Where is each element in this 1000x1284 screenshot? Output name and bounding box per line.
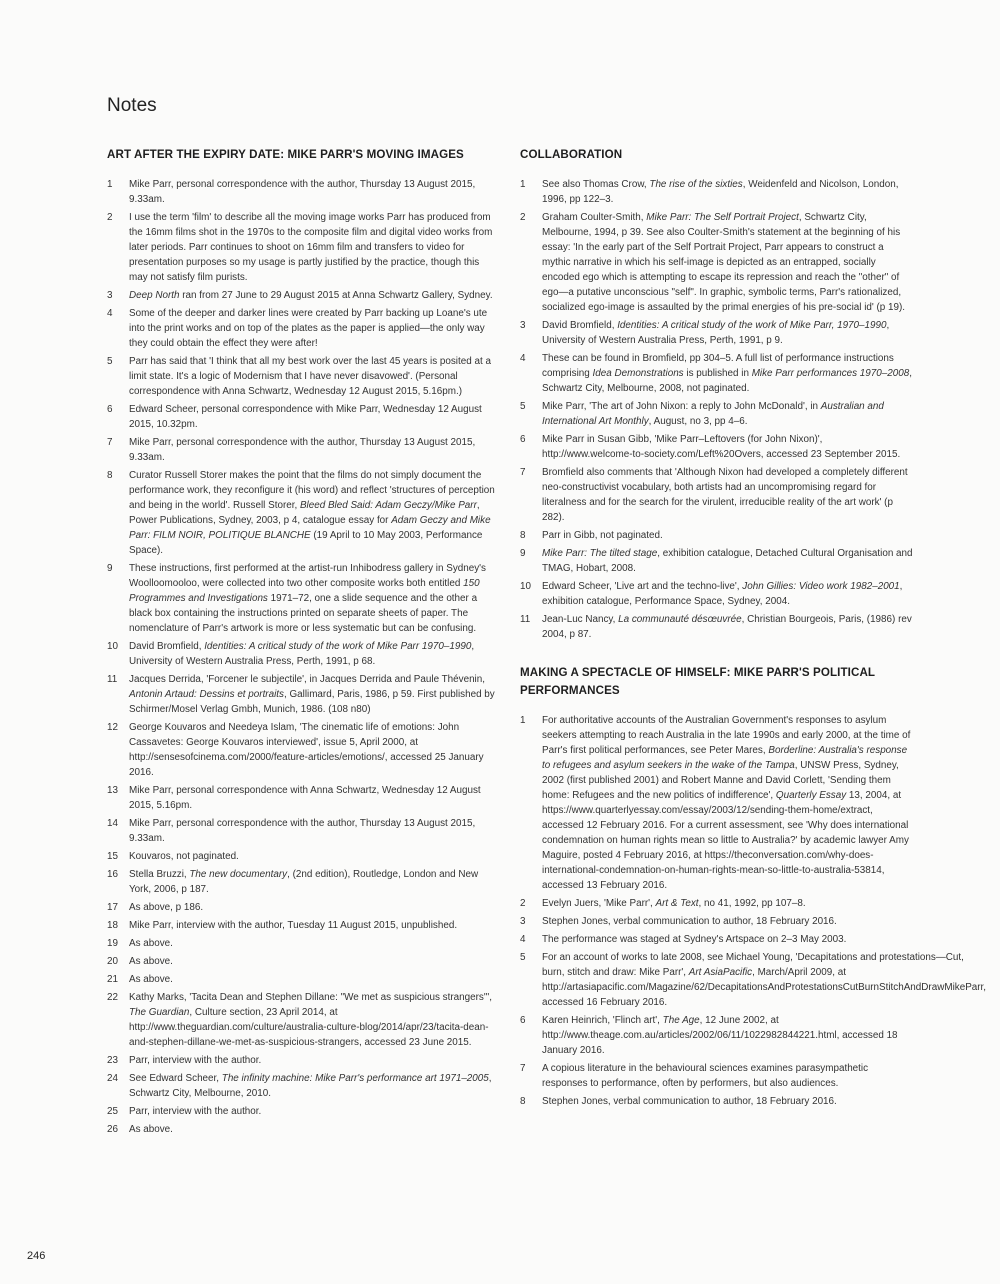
note-text: Parr, interview with the author. [129, 1106, 262, 1117]
note-text: Jacques Derrida, 'Forcener le subjectile', in Jacques Derrida and Paule Thévenin, Antonin Artaud: Dessins et portraits, Gallimard, Paris, 1986, p 59. First published by Schirmer/Mosel Verlag Gmbh, Munich, 1986. (108 n80) [129, 674, 495, 715]
note-item [107, 990, 495, 1050]
note-text: Mike Parr, personal correspondence with the author, Thursday 13 August 2015, 9.33am. [129, 179, 476, 205]
note-number: 4 [520, 934, 526, 945]
note-text: A copious literature in the behavioural sciences examines parasympathetic responses to performance, often by performers, but also audiences. [542, 1063, 869, 1089]
note-item [107, 561, 495, 636]
note-number: 10 [520, 581, 531, 592]
note-text: For authoritative accounts of the Australian Government's responses to asylum seekers attempting to reach Australia in the late 1990s and early 2000, at the time of Parr's first political performances, see Peter Mares, Borderline: Australia's response to refugees and asylum seekers in the wake of the Tampa, UNSW Press, Sydney, 2002 (first published 2001) and Robert Manne and David Corlett, 'Sending them home: Refugees and the new politics of indifference', Quarterly Essay 13, 2004, at https://www.quarterlyessay.com/essay/2003/12/sending-them-home/extract, accessed 12 February 2016. For a current assessment, see 'Why does international condemnation on human rights mean so little to Australia?' by academic lawyer Amy Maguire, posted 4 February 2016, at https://theconversation.com/why-does-international-condemnation-on-human-rights-mean-so-little-to-australia-53814, accessed 13 February 2016. [542, 715, 911, 891]
note-text: Edward Scheer, personal correspondence with Mike Parr, Wednesday 12 August 2015, 10.32pm. [129, 404, 482, 430]
note-number: 19 [107, 938, 118, 949]
note-number: 9 [520, 548, 526, 559]
note-item [107, 1053, 495, 1068]
note-item [520, 528, 913, 543]
note-item [520, 1094, 913, 1109]
note-item [107, 720, 495, 780]
note-number: 16 [107, 869, 118, 880]
note-text: Parr in Gibb, not paginated. [542, 530, 663, 541]
note-text: Kouvaros, not paginated. [129, 851, 239, 862]
note-item [107, 1071, 495, 1101]
note-item [107, 435, 495, 465]
note-text: George Kouvaros and Needeya Islam, 'The cinematic life of emotions: John Cassavetes: George Kouvaros interviewed', issue 5, April 2000, at http://sensesofcinema.com/2000/feature-articles/emotions/, accessed 25 January 2016. [129, 722, 484, 778]
note-text: Parr, interview with the author. [129, 1055, 262, 1066]
note-text: Stephen Jones, verbal communication to author, 18 February 2016. [542, 916, 837, 927]
note-text: Some of the deeper and darker lines were created by Parr backing up Loane's ute into the print works and on top of the plates as the paper is applied—the only way they could obtain the effect they were after! [129, 308, 488, 349]
note-number: 8 [520, 1096, 526, 1107]
note-text: The performance was staged at Sydney's Artspace on 2–3 May 2003. [542, 934, 847, 945]
note-text: Bromfield also comments that 'Although Nixon had developed a completely different neo-constructivist vocabulary, both artists had an uncompromising regard for literalness and for the search for the virulent, irreducible reality of the art work' (p 282). [542, 467, 908, 523]
note-number: 1 [520, 179, 526, 190]
note-number: 24 [107, 1073, 118, 1084]
note-number: 1 [107, 179, 113, 190]
note-number: 11 [520, 614, 531, 625]
note-number: 4 [107, 308, 113, 319]
note-number: 5 [107, 356, 113, 367]
note-text: These can be found in Bromfield, pp 304–5. A full list of performance instructions comprising Idea Demonstrations is published in Mike Parr performances 1970–2008, Schwartz City, Melbourne, 2008, not paginated. [542, 353, 912, 394]
note-number: 12 [107, 722, 118, 733]
note-item [107, 900, 495, 915]
note-number: 9 [107, 563, 113, 574]
note-number: 3 [520, 916, 526, 927]
note-item [107, 468, 495, 558]
note-item [520, 896, 913, 911]
note-number: 2 [520, 212, 526, 223]
note-number: 10 [107, 641, 118, 652]
note-item [107, 306, 495, 351]
note-text: David Bromfield, Identities: A critical study of the work of Mike Parr 1970–1990, University of Western Australia Press, Perth, 1991, p 68. [129, 641, 475, 667]
note-number: 26 [107, 1124, 118, 1135]
note-item [520, 932, 913, 947]
note-item [107, 1122, 495, 1137]
note-number: 22 [107, 992, 118, 1003]
note-text: Mike Parr, 'The art of John Nixon: a reply to John McDonald', in Australian and International Art Monthly, August, no 3, pp 4–6. [542, 401, 884, 427]
note-text: Edward Scheer, 'Live art and the techno-live', John Gillies: Video work 1982–2001, exhibition catalogue, Performance Space, Sydney, 2004. [542, 581, 903, 607]
note-text: Mike Parr: The tilted stage, exhibition catalogue, Detached Cultural Organisation and TMAG, Hobart, 2008. [542, 548, 913, 574]
note-number: 14 [107, 818, 118, 829]
note-text: Mike Parr in Susan Gibb, 'Mike Parr–Leftovers (for John Nixon)', http://www.welcome-to-society.com/Left%20Overs, accessed 23 September 2015. [542, 434, 901, 460]
note-number: 7 [107, 437, 113, 448]
note-text: Stella Bruzzi, The new documentary, (2nd edition), Routledge, London and New York, 2006, p 187. [129, 869, 479, 895]
note-item [107, 177, 495, 207]
note-item [520, 1013, 913, 1058]
page-title: Notes [107, 95, 157, 116]
note-number: 1 [520, 715, 526, 726]
note-number: 4 [520, 353, 526, 364]
section-heading-making-a-spectacle: MAKING A SPECTACLE OF HIMSELF: MIKE PARR'S POLITICAL PERFORMANCES [520, 666, 875, 697]
note-number: 8 [107, 470, 113, 481]
note-item [520, 546, 913, 576]
note-text: See Edward Scheer, The infinity machine: Mike Parr's performance art 1971–2005, Schwartz City, Melbourne, 2010. [129, 1073, 492, 1099]
note-text: These instructions, first performed at the artist-run Inhibodress gallery in Sydney's Woolloomooloo, were collected into two other composite works both entitled 150 Programmes and Investigations 1971–72, one a slide sequence and the other a black box containing the instructions printed on separate sheets of paper. The nomenclature of Parr's artwork is more or less systematic but can be confusing. [129, 563, 486, 634]
note-number: 6 [107, 404, 113, 415]
note-item [107, 639, 495, 669]
note-text: See also Thomas Crow, The rise of the sixties, Weidenfeld and Nicolson, London, 1996, pp 122–3. [542, 179, 899, 205]
notes-list [520, 177, 913, 642]
note-text: Mike Parr, interview with the author, Tuesday 11 August 2015, unpublished. [129, 920, 458, 931]
note-item [520, 318, 913, 348]
note-number: 5 [520, 952, 526, 963]
section-heading-collaboration: COLLABORATION [520, 148, 623, 161]
note-number: 18 [107, 920, 118, 931]
note-item [107, 936, 495, 951]
left-column [107, 146, 495, 1140]
note-item [520, 177, 913, 207]
note-text: Curator Russell Storer makes the point that the films do not simply document the performance work, they reconfigure it (his word) and reflect 'structures of perception and being in the world'. Russell Storer, Bleed Bled Said: Adam Geczy/Mike Parr, Power Publications, Sydney, 2003, p 4, catalogue essay for Adam Geczy and Mike Parr: FILM NOIR, POLITIQUE BLANCHE (19 April to 10 May 2003, Performance Space). [129, 470, 495, 556]
note-number: 5 [520, 401, 526, 412]
note-text: As above, p 186. [129, 902, 204, 913]
note-item [520, 950, 987, 1010]
note-text: For an account of works to late 2008, see Michael Young, 'Decapitations and protestations—Cut, burn, stitch and draw: Mike Parr', Art AsiaPacific, March/April 2009, at http://artasiapacific.com/Magazine/62/DecapitationsAndProtestationsCutBurnStitchAndDrawMikeParr, accessed 16 February 2016. [542, 952, 987, 1008]
note-number: 11 [107, 674, 118, 685]
note-item [107, 1104, 495, 1119]
note-text: Graham Coulter-Smith, Mike Parr: The Self Portrait Project, Schwartz City, Melbourne, 1994, p 39. See also Coulter-Smith's statement at the beginning of his essay: 'In the early part of the Self Portrait Project, Parr appears to construct a mythic narrative in which his self-image is depicted as an entrapped, socially encoded ego which is attempting to escape its repression and reach the "other" of ego—a putative unconscious "self". In graphic, symbolic terms, Parr's rationalized, socialized ego-image is assaulted by the primal energies of his pre-social id' (p 19). [542, 212, 906, 313]
note-text: I use the term 'film' to describe all the moving image works Parr has produced from the 16mm films shot in the 1970s to the composite film and digital video works from later periods. Parr continues to shoot on 16mm film and transfers to video for presentation purposes so my usage is partly justified by the practice, though this may not satisfy film purists. [129, 212, 493, 283]
notes-list [520, 713, 987, 1109]
note-number: 6 [520, 434, 526, 445]
note-number: 2 [520, 898, 526, 909]
note-item [520, 351, 913, 396]
note-text: David Bromfield, Identities: A critical study of the work of Mike Parr, 1970–1990, University of Western Australia Press, Perth, 1991, p 9. [542, 320, 890, 346]
note-item [107, 849, 495, 864]
note-number: 7 [520, 1063, 526, 1074]
note-number: 2 [107, 212, 113, 223]
note-text: Evelyn Juers, 'Mike Parr', Art & Text, no 41, 1992, pp 107–8. [542, 898, 806, 909]
note-item [520, 713, 913, 893]
note-number: 3 [520, 320, 526, 331]
note-item [107, 816, 495, 846]
note-number: 13 [107, 785, 118, 796]
notes-list [107, 177, 495, 1137]
section-heading-art-after-expiry: ART AFTER THE EXPIRY DATE: MIKE PARR'S MOVING IMAGES [107, 148, 464, 161]
note-number: 7 [520, 467, 526, 478]
note-item [520, 432, 913, 462]
note-text: Mike Parr, personal correspondence with Anna Schwartz, Wednesday 12 August 2015, 5.16pm. [129, 785, 481, 811]
note-text: Kathy Marks, 'Tacita Dean and Stephen Dillane: "We met as suspicious strangers"', The Guardian, Culture section, 23 April 2014, at http://www.theguardian.com/culture/australia-culture-blog/2014/apr/23/tacita-dean-and-stephen-dillane-we-met-as-suspicious-strangers, accessed 23 June 2015. [129, 992, 492, 1048]
note-text: Stephen Jones, verbal communication to author, 18 February 2016. [542, 1096, 837, 1107]
note-item [520, 612, 913, 642]
note-item [107, 954, 495, 969]
note-item [107, 288, 495, 303]
note-text: As above. [129, 1124, 173, 1135]
note-number: 8 [520, 530, 526, 541]
note-text: Parr has said that 'I think that all my best work over the last 45 years is posited at a limit state. It's a logic of Modernism that I have never disavowed'. (Personal correspondence with Anna Schwartz, Wednesday 12 August 2015, 5.16pm.) [129, 356, 491, 397]
note-text: Karen Heinrich, 'Flinch art', The Age, 12 June 2002, at http://www.theage.com.au/articles/2002/06/11/1022982844221.html, accessed 18 January 2016. [542, 1015, 898, 1056]
note-number: 21 [107, 974, 118, 985]
note-text: Mike Parr, personal correspondence with the author, Thursday 13 August 2015, 9.33am. [129, 437, 476, 463]
note-item [520, 1061, 913, 1091]
note-item [107, 210, 495, 285]
note-item [520, 579, 913, 609]
note-number: 15 [107, 851, 118, 862]
note-number: 3 [107, 290, 113, 301]
note-item [107, 918, 495, 933]
note-text: As above. [129, 974, 173, 985]
note-number: 25 [107, 1106, 118, 1117]
note-item [520, 465, 913, 525]
note-item [107, 354, 495, 399]
note-text: As above. [129, 956, 173, 967]
note-item [107, 672, 495, 717]
page-number: 246 [27, 1250, 46, 1262]
note-item [107, 867, 495, 897]
right-column [520, 146, 987, 1112]
note-number: 20 [107, 956, 118, 967]
note-item [107, 402, 495, 432]
note-text: Mike Parr, personal correspondence with the author, Thursday 13 August 2015, 9.33am. [129, 818, 476, 844]
note-item [520, 210, 913, 315]
note-text: Deep North ran from 27 June to 29 August 2015 at Anna Schwartz Gallery, Sydney. [129, 290, 493, 301]
note-number: 23 [107, 1055, 118, 1066]
note-text: As above. [129, 938, 173, 949]
note-number: 17 [107, 902, 118, 913]
note-item [107, 972, 495, 987]
note-item [107, 783, 495, 813]
note-item [520, 399, 913, 429]
note-item [520, 914, 913, 929]
note-number: 6 [520, 1015, 526, 1026]
note-text: Jean-Luc Nancy, La communauté désœuvrée, Christian Bourgeois, Paris, (1986) rev 2004, p 87. [542, 614, 912, 640]
